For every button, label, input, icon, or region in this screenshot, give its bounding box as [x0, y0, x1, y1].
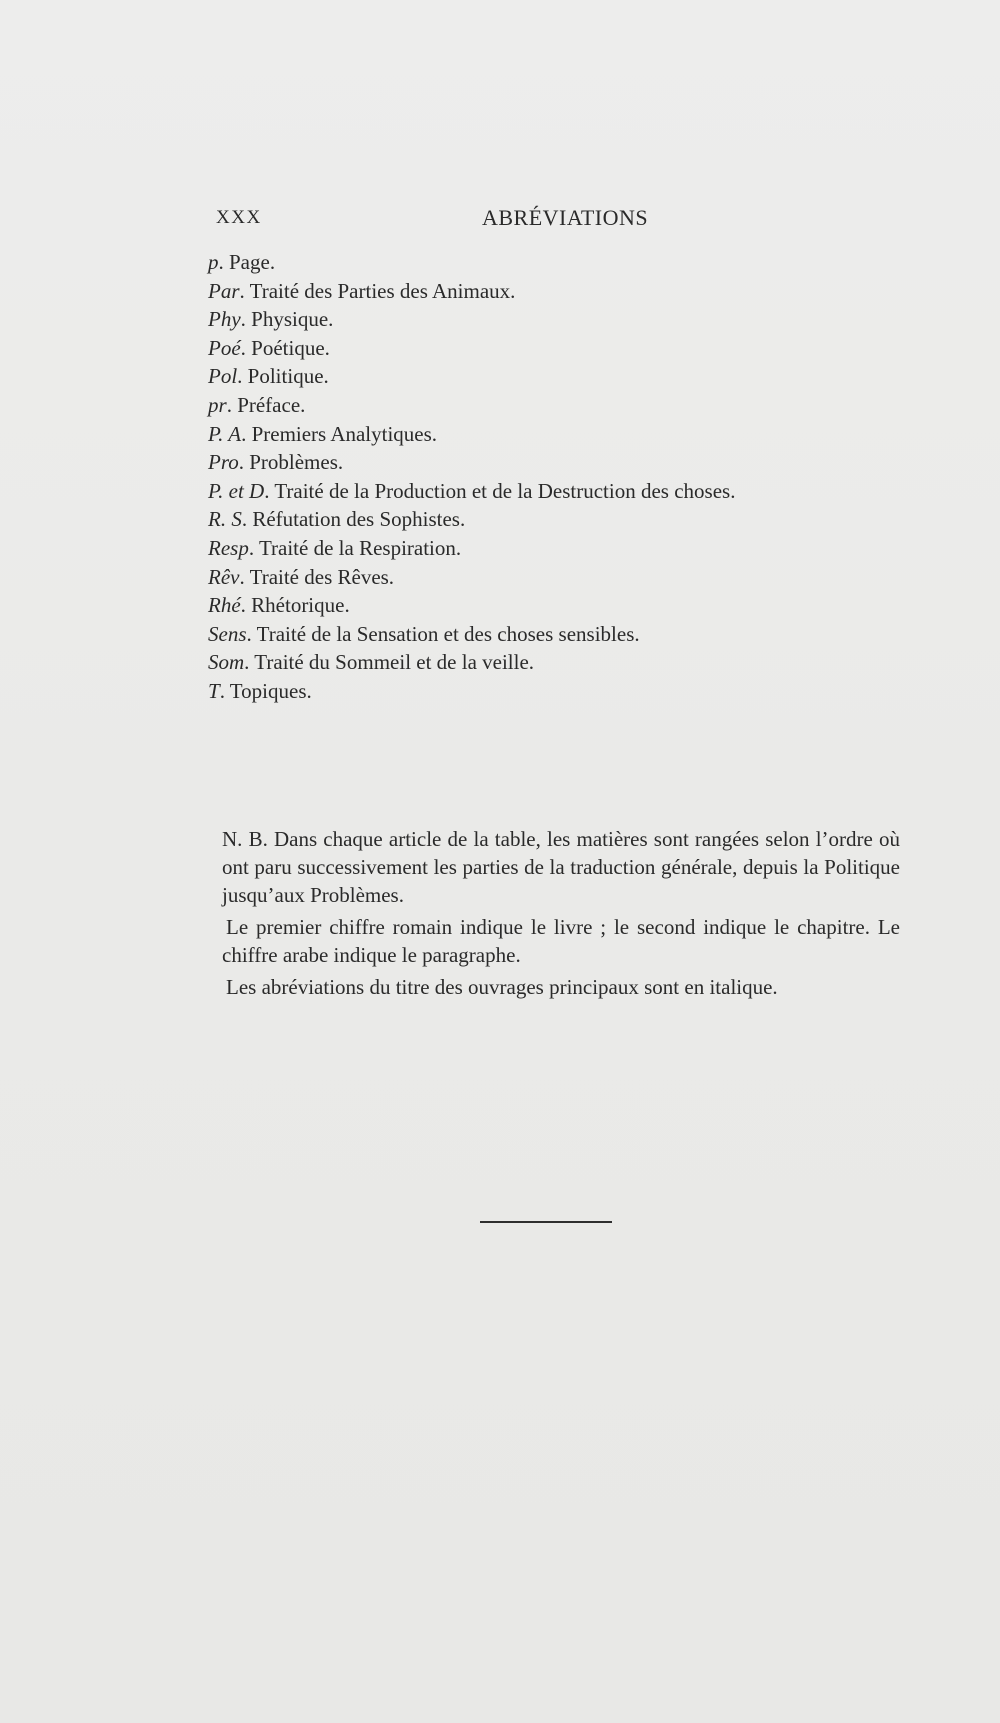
abbreviation-separator: . [218, 250, 224, 274]
abbreviation-separator: . [241, 507, 248, 532]
abbreviation-key: P. et D [208, 478, 265, 503]
abbreviation-entry [208, 448, 848, 477]
abbreviation-meaning: Page. [223, 250, 276, 274]
abbreviation-separator: . [248, 535, 255, 560]
abbreviation-separator: . [237, 364, 243, 389]
abbreviation-entry [208, 677, 848, 706]
abbreviation-key: Par [208, 278, 240, 303]
abbreviation-separator: . [239, 278, 245, 303]
abbreviation-list [208, 248, 848, 706]
abbreviation-key: Phy [208, 307, 241, 332]
abbreviation-key: Sens [208, 621, 247, 646]
abbreviation-separator: . [238, 450, 244, 475]
abbreviation-key: Resp [208, 535, 249, 560]
abbreviation-separator: . [246, 621, 252, 646]
abbreviation-key: Som [208, 650, 245, 675]
running-head [216, 205, 652, 235]
abbreviation-meaning: Politique. [242, 364, 329, 389]
abbreviation-entry [208, 563, 848, 592]
abbreviation-key: R. S [208, 507, 242, 532]
abbreviation-entry [208, 362, 848, 391]
abbreviation-separator: . [240, 307, 246, 332]
abbreviation-entry [208, 420, 848, 449]
abbreviation-separator: . [239, 564, 245, 589]
abbreviation-meaning: Traité du Sommeil et de la veille. [249, 650, 535, 675]
abbreviation-separator: . [240, 593, 246, 618]
abbreviation-separator: . [244, 650, 250, 675]
abbreviation-meaning: Traité de la Sensation et des choses sensibles. [251, 621, 640, 646]
abbreviation-meaning: Traité des Parties des Animaux. [244, 278, 516, 303]
abbreviation-entry [208, 248, 848, 277]
abbreviation-entry [208, 334, 848, 363]
closing-rule [480, 1221, 612, 1223]
abbreviation-separator: . [219, 678, 225, 703]
page-number: XXX [216, 207, 262, 228]
abbreviation-meaning: Problèmes. [243, 450, 344, 475]
abbreviation-meaning: Poétique. [245, 335, 330, 360]
abbreviation-key: p [208, 250, 219, 274]
abbreviation-meaning: Préface. [231, 392, 306, 417]
abbreviation-meaning: Rhétorique. [245, 593, 350, 618]
abbreviation-entry [208, 391, 848, 420]
abbreviation-separator: . [240, 335, 246, 360]
note-paragraph: Le premier chiffre romain indique le livre ; le second indique le chapitre. Le chiffre arabe indique le paragraphe. [222, 915, 900, 967]
abbreviation-entry [208, 591, 848, 620]
abbreviation-meaning: Topiques. [224, 678, 312, 703]
abbreviation-key: Pol [208, 364, 238, 389]
abbreviation-meaning: Physique. [245, 307, 334, 332]
abbreviation-entry [208, 505, 848, 534]
abbreviation-meaning: Traité de la Production et de la Destruction des choses. [269, 478, 736, 503]
abbreviation-entry [208, 305, 848, 334]
abbreviation-entry [208, 620, 848, 649]
note-paragraph: N. B. Dans chaque article de la table, les matières sont rangées selon l’ordre où ont paru successivement les parties de la traduction générale, depuis la Politique jusqu’aux Problèmes. [222, 827, 900, 907]
page-title: ABRÉVIATIONS [482, 205, 649, 230]
abbreviation-meaning: Premiers Analytiques. [246, 421, 438, 446]
abbreviation-key: Poé [208, 335, 241, 360]
abbreviation-separator: . [241, 421, 247, 446]
editorial-note [222, 825, 900, 1005]
abbreviation-entry [208, 277, 848, 306]
abbreviation-key: pr [208, 392, 227, 417]
abbreviation-key: Rhé [208, 593, 241, 618]
abbreviation-key: Pro [208, 450, 239, 475]
abbreviation-key: P. A [208, 421, 242, 446]
abbreviation-key: Rêv [208, 564, 240, 589]
abbreviation-meaning: Traité des Rêves. [244, 564, 395, 589]
abbreviation-meaning: Traité de la Respiration. [254, 535, 462, 560]
abbreviation-entry [208, 477, 848, 506]
abbreviation-entry [208, 648, 848, 677]
abbreviation-separator: . [264, 478, 270, 503]
abbreviation-key: T [208, 678, 220, 703]
abbreviation-entry [208, 534, 848, 563]
abbreviation-separator: . [226, 392, 232, 417]
abbreviation-meaning: Réfutation des Sophistes. [247, 507, 466, 532]
note-paragraph: Les abréviations du titre des ouvrages principaux sont en italique. [226, 975, 778, 999]
